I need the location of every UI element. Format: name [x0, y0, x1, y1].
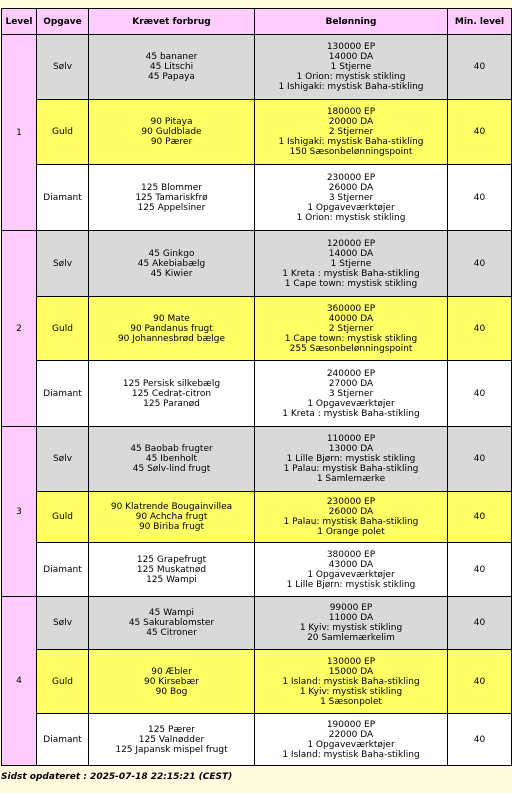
task-type-cell: Diamant	[37, 543, 89, 597]
header-row	[2, 9, 512, 35]
required-item: 45 bananer	[145, 52, 198, 62]
reward-item: 240000 EP	[326, 368, 376, 379]
reward-item: 180000 EP	[326, 107, 376, 117]
required-cell	[89, 597, 255, 650]
required-item: 90 Achcha frugt	[135, 512, 208, 522]
task-type-cell: Diamant	[37, 165, 89, 231]
reward-item: 1 Palau: mystisk Baha-stikling	[283, 517, 419, 527]
reward-cell	[255, 714, 448, 766]
reward-item: 3 Stjerner	[328, 192, 374, 203]
reward-cell	[255, 231, 448, 297]
reward-item: 1 Opgaveværktøjer	[307, 398, 395, 409]
quest-row	[2, 597, 512, 650]
required-item: 45 Baobab frugter	[130, 444, 213, 454]
task-type-cell: Guld	[37, 100, 89, 165]
reward-cell	[255, 165, 448, 231]
required-cell	[89, 361, 255, 427]
reward-item: 1 Cape town: mystisk stikling	[284, 278, 418, 289]
min-level-cell: 40	[448, 361, 512, 427]
reward-item: 14000 DA	[328, 52, 374, 62]
required-cell	[89, 165, 255, 231]
reward-item: 1 Ishigaki: mystisk Baha-stikling	[278, 82, 424, 92]
reward-item: 1 Kreta : mystisk Baha-stikling	[282, 268, 420, 279]
min-level-cell: 40	[448, 543, 512, 597]
reward-cell	[255, 100, 448, 165]
reward-item: 255 Sæsonbelønningspoint	[289, 343, 413, 354]
header-reward: Belønning	[255, 9, 448, 35]
min-level-cell: 40	[448, 427, 512, 492]
task-type-cell: Diamant	[37, 714, 89, 766]
reward-cell	[255, 361, 448, 427]
quest-row	[2, 361, 512, 427]
required-item: 90 Kirsebær	[144, 676, 199, 687]
task-type-cell: Sølv	[37, 231, 89, 297]
reward-item: 20000 DA	[328, 117, 374, 127]
min-level-cell: 40	[448, 165, 512, 231]
task-type-cell: Sølv	[37, 597, 89, 650]
reward-item: 99000 EP	[329, 603, 373, 613]
quest-row	[2, 650, 512, 714]
min-level-cell: 40	[448, 714, 512, 766]
quest-table	[1, 8, 512, 766]
quest-row	[2, 543, 512, 597]
required-item: 125 Pærer	[147, 724, 196, 735]
required-item: 125 Grapefrugt	[136, 554, 207, 565]
level-cell: 4	[2, 597, 37, 766]
required-item: 90 Mate	[153, 313, 190, 324]
quest-row	[2, 35, 512, 100]
required-cell	[89, 543, 255, 597]
reward-item: 360000 EP	[326, 303, 376, 314]
task-type-cell: Guld	[37, 297, 89, 361]
reward-cell	[255, 543, 448, 597]
reward-item: 1 Opgaveværktøjer	[307, 202, 395, 213]
required-item: 45 Akebiabælg	[137, 258, 206, 269]
required-item: 125 Persisk silkebælg	[122, 378, 221, 389]
required-cell	[89, 100, 255, 165]
quest-row	[2, 297, 512, 361]
required-item: 90 Pærer	[150, 137, 193, 147]
required-item: 125 Tamariskfrø	[135, 192, 208, 203]
reward-item: 380000 EP	[326, 549, 376, 560]
min-level-cell: 40	[448, 35, 512, 100]
reward-item: 1 Cape town: mystisk stikling	[284, 333, 418, 344]
reward-item: 1 Opgaveværktøjer	[307, 739, 395, 750]
reward-item: 120000 EP	[326, 238, 376, 249]
task-type-cell: Sølv	[37, 427, 89, 492]
required-item: 45 Citroner	[146, 628, 197, 638]
reward-cell	[255, 650, 448, 714]
level-cell: 1	[2, 35, 37, 231]
required-cell	[89, 231, 255, 297]
reward-item: 3 Stjerner	[328, 388, 374, 399]
reward-item: 11000 DA	[328, 613, 374, 623]
required-item: 125 Japansk mispel frugt	[115, 744, 228, 755]
required-item: 45 Sølv-lind frugt	[132, 464, 211, 474]
required-item: 90 Pandanus frugt	[130, 323, 213, 334]
reward-item: 2 Stjerner	[328, 127, 374, 137]
reward-item: 1 Lille Bjørn: mystisk stikling	[286, 454, 416, 464]
reward-cell	[255, 427, 448, 492]
required-item: 45 Papaya	[148, 72, 195, 82]
task-type-cell: Sølv	[37, 35, 89, 100]
reward-item: 1 Sæsonpolet	[320, 696, 382, 707]
reward-cell	[255, 597, 448, 650]
reward-item: 20 Samlemærkelim	[307, 633, 395, 643]
header-task: Opgave	[37, 9, 89, 35]
reward-item: 1 Kyiv: mystisk stikling	[299, 623, 403, 633]
required-item: 125 Valnødder	[138, 734, 205, 745]
reward-item: 26000 DA	[328, 182, 374, 193]
reward-item: 190000 EP	[326, 719, 376, 730]
required-item: 90 Biriba frugt	[138, 522, 205, 532]
reward-item: 1 Opgaveværktøjer	[307, 569, 395, 580]
required-item: 45 Wampi	[148, 608, 195, 618]
reward-item: 1 Orange polet	[317, 527, 385, 537]
required-item: 90 Johannesbrød bælge	[117, 333, 226, 344]
reward-item: 1 Samlemærke	[316, 474, 386, 484]
reward-item: 1 Lille Bjørn: mystisk stikling	[286, 579, 416, 590]
reward-item: 1 Stjerne	[330, 258, 372, 269]
task-type-cell: Guld	[37, 650, 89, 714]
header-required: Krævet forbrug	[89, 9, 255, 35]
required-item: 125 Appelsiner	[137, 202, 206, 213]
required-item: 45 Ginkgo	[148, 248, 195, 259]
min-level-cell: 40	[448, 492, 512, 543]
min-level-cell: 40	[448, 231, 512, 297]
required-item: 125 Blommer	[141, 182, 202, 193]
reward-item: 1 Island: mystisk Baha-stikling	[282, 676, 420, 687]
reward-item: 130000 EP	[326, 42, 376, 52]
required-cell	[89, 650, 255, 714]
required-item: 125 Paranød	[143, 398, 200, 409]
reward-item: 14000 DA	[328, 248, 374, 259]
task-type-cell: Diamant	[37, 361, 89, 427]
quest-row	[2, 714, 512, 766]
quest-row	[2, 427, 512, 492]
reward-cell	[255, 35, 448, 100]
quest-row	[2, 231, 512, 297]
header-min-level: Min. level	[448, 9, 512, 35]
required-item: 90 Pitaya	[150, 117, 193, 127]
reward-item: 22000 DA	[328, 729, 374, 740]
required-item: 90 Klatrende Bougainvillea	[110, 502, 233, 512]
reward-item: 110000 EP	[326, 434, 376, 444]
reward-item: 40000 DA	[328, 313, 374, 324]
task-type-cell: Guld	[37, 492, 89, 543]
required-item: 90 Æbler	[151, 666, 192, 677]
reward-item: 130000 EP	[326, 656, 376, 667]
quest-row	[2, 492, 512, 543]
quest-row	[2, 100, 512, 165]
required-item: 125 Muskatnød	[136, 564, 207, 575]
required-cell	[89, 35, 255, 100]
required-item: 90 Guldblade	[141, 127, 202, 137]
reward-item: 27000 DA	[328, 378, 374, 389]
reward-item: 150 Sæsonbelønningspoint	[289, 147, 413, 157]
min-level-cell: 40	[448, 597, 512, 650]
required-cell	[89, 427, 255, 492]
reward-item: 15000 DA	[328, 666, 374, 677]
min-level-cell: 40	[448, 100, 512, 165]
required-item: 125 Wampi	[146, 574, 197, 585]
header-level: Level	[2, 9, 37, 35]
reward-item: 1 Stjerne	[330, 62, 372, 72]
level-cell: 2	[2, 231, 37, 427]
last-updated: Sidst opdateret : 2025-07-18 22:15:21 (CEST)	[1, 772, 233, 782]
quest-table-body	[2, 35, 512, 766]
reward-item: 2 Stjerner	[328, 323, 374, 334]
reward-cell	[255, 297, 448, 361]
required-item: 90 Bog	[155, 686, 188, 697]
reward-item: 1 Palau: mystisk Baha-stikling	[283, 464, 419, 474]
reward-item: 1 Kyiv: mystisk stikling	[299, 686, 403, 697]
reward-cell	[255, 492, 448, 543]
reward-item: 1 Island: mystisk Baha-stikling	[282, 749, 420, 760]
required-item: 45 Litschi	[149, 62, 194, 72]
reward-item: 13000 DA	[328, 444, 374, 454]
reward-item: 1 Kreta : mystisk Baha-stikling	[282, 408, 420, 419]
required-item: 125 Cedrat-citron	[131, 388, 212, 399]
reward-item: 1 Orion: mystisk stikling	[296, 212, 406, 223]
reward-item: 43000 DA	[328, 559, 374, 570]
reward-item: 1 Orion: mystisk stikling	[296, 72, 406, 82]
required-item: 45 Sakurablomster	[128, 618, 215, 628]
quest-row	[2, 165, 512, 231]
min-level-cell: 40	[448, 297, 512, 361]
required-item: 45 Ibenholt	[145, 454, 198, 464]
required-item: 45 Kiwier	[150, 268, 193, 279]
required-cell	[89, 714, 255, 766]
reward-item: 230000 EP	[326, 497, 376, 507]
level-cell: 3	[2, 427, 37, 597]
min-level-cell: 40	[448, 650, 512, 714]
reward-item: 26000 DA	[328, 507, 374, 517]
reward-item: 230000 EP	[326, 172, 376, 183]
reward-item: 1 Ishigaki: mystisk Baha-stikling	[278, 137, 424, 147]
required-cell	[89, 297, 255, 361]
required-cell	[89, 492, 255, 543]
